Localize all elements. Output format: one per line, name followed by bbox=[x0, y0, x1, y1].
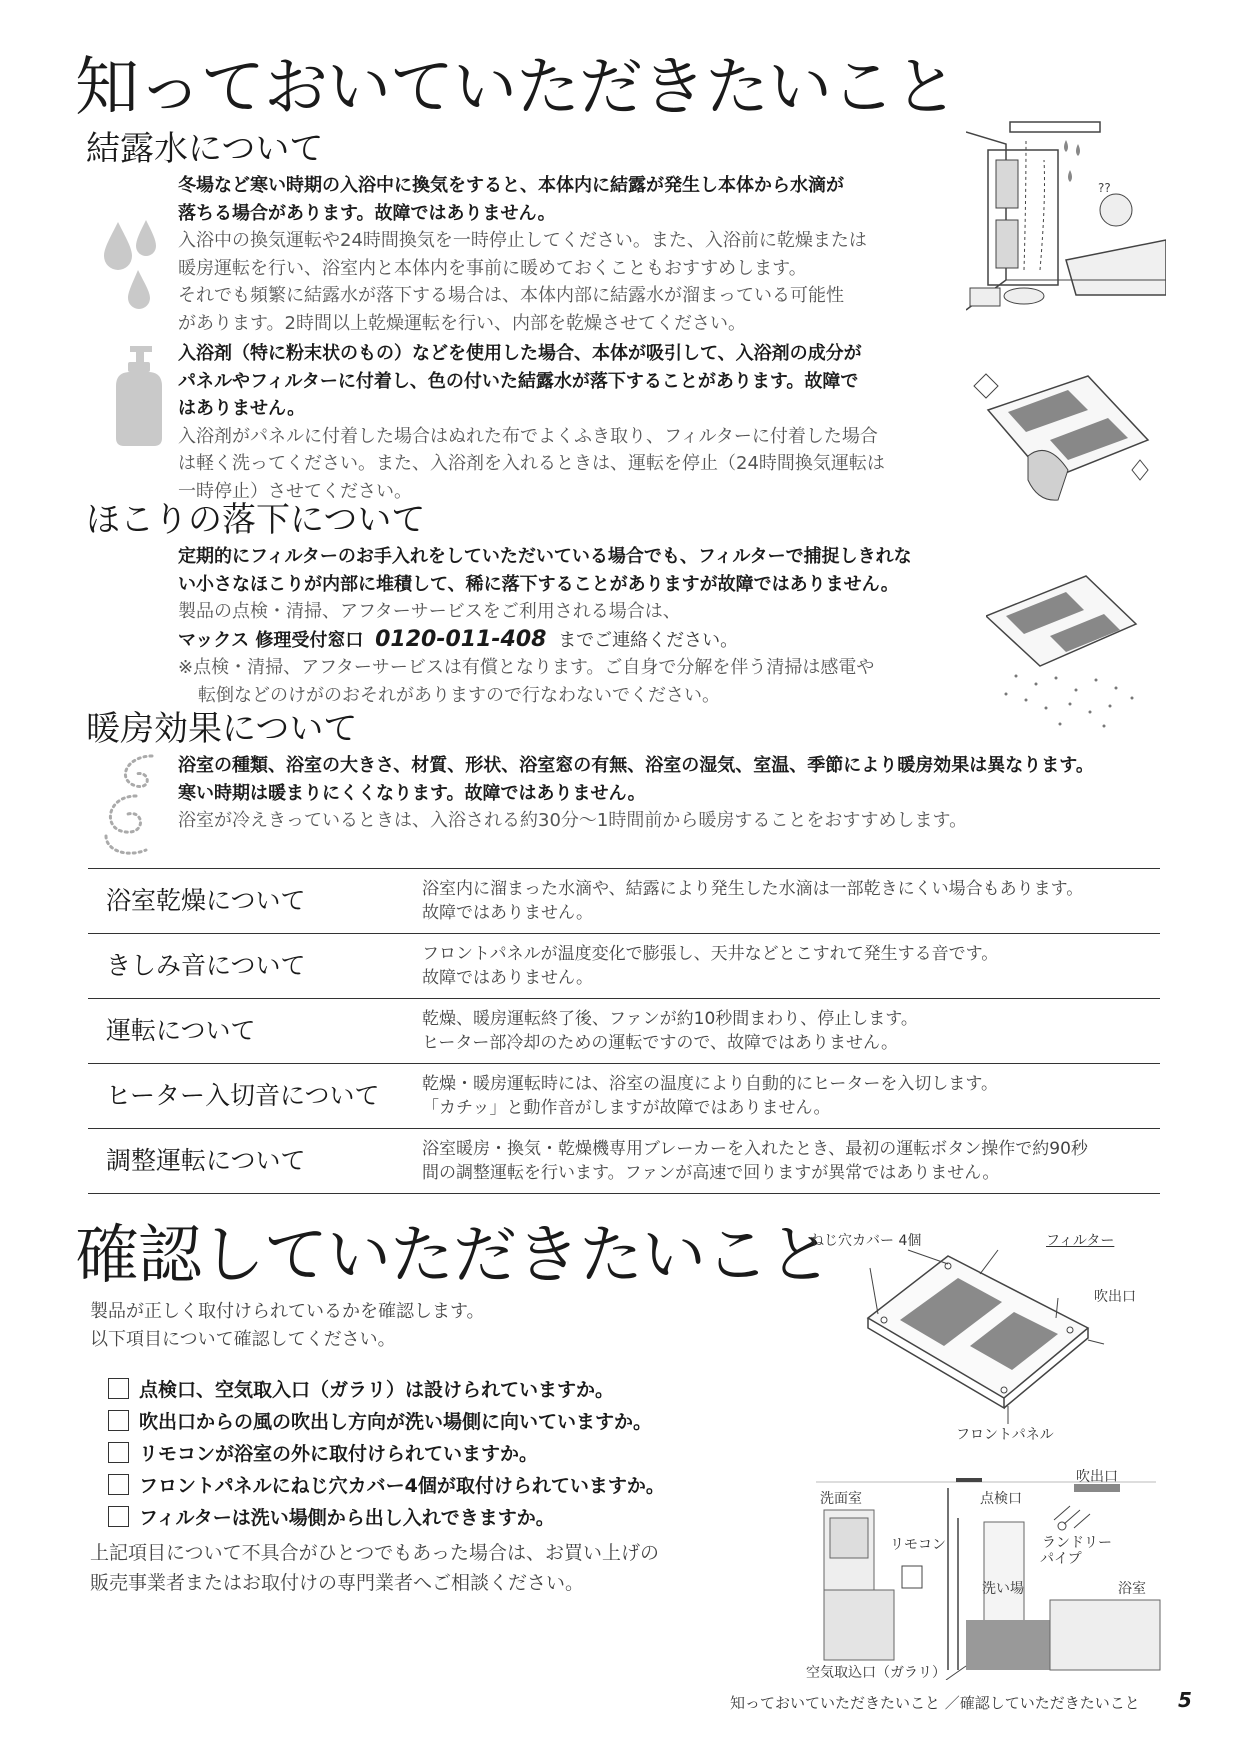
checkbox[interactable] bbox=[108, 1442, 129, 1463]
checklist-item[interactable]: 吹出口からの風の吹出し方向が洗い場側に向いていますか。 bbox=[108, 1404, 665, 1436]
row-description: 乾燥、暖房運転終了後、ファンが約10秒間まわり、停止します。 ヒーター部冷却のための運転ですので、故障ではありません。 bbox=[422, 1009, 918, 1053]
table-row bbox=[88, 869, 1160, 934]
water-drops-icon bbox=[100, 220, 160, 310]
dust-text: 定期的にフィルターのお手入れをしていただいている場合でも、フィルターで捕捉しきれな い小さなほこりが内部に堆積して、稀に落下することがありますが故障ではありません。 製品の点検・清掃、アフターサービスをご利用される場合は、 マックス 修理受付窓口 0120-011-408 までご連絡ください。 ※点検・清掃、アフターサービスは有償となります。ご自身で分解を伴う清掃は感電や 転倒などのけがのおそれがありますので行なわないでください。 bbox=[178, 546, 912, 706]
label-washing-area: 洗い場 bbox=[982, 1581, 1024, 1597]
contact-label: マックス 修理受付窓口 bbox=[178, 629, 364, 651]
room-installation-diagram bbox=[806, 1470, 1166, 1680]
row-label: 運転について bbox=[106, 1016, 256, 1045]
bath-additive-bottle-icon bbox=[108, 346, 168, 446]
table-row bbox=[88, 999, 1160, 1064]
label-laundry-pipe-1: ランドリー bbox=[1042, 1535, 1112, 1551]
footer-breadcrumb: 知っておいていただきたいこと ／確認していただきたいこと bbox=[730, 1694, 1140, 1712]
row-description: フロントパネルが温度変化で膨張し、天井などとこすれて発生する音です。 故障ではありません。 bbox=[422, 944, 999, 988]
section-title-check: 確認していただきたいこと bbox=[75, 1219, 831, 1293]
cleaning-panel-illustration bbox=[968, 370, 1158, 510]
heating-text: 浴室の種類、浴室の大きさ、材質、形状、浴室窓の有無、浴室の湿気、室温、季節により暖房効果は異なります。 寒い時期は暖まりにくくなります。故障ではありません。 浴室が冷えきっているときは、入浴される約30分～1時間前から暖房することをおすすめします。 bbox=[178, 755, 1094, 831]
checkbox[interactable] bbox=[108, 1410, 129, 1431]
row-description: 乾燥・暖房運転時には、浴室の温度により自動的にヒーターを入切します。 「カチッ」と動作音がしますが故障ではありません。 bbox=[422, 1074, 998, 1118]
page-number: 5 bbox=[1178, 1688, 1192, 1712]
row-label: きしみ音について bbox=[106, 951, 306, 980]
checklist bbox=[108, 1372, 665, 1532]
row-label: 浴室乾燥について bbox=[106, 886, 306, 915]
unit-diagram bbox=[808, 1228, 1148, 1448]
heading-heating: 暖房効果について bbox=[86, 709, 358, 749]
checklist-item[interactable]: フロントパネルにねじ穴カバー4個が取付けられていますか。 bbox=[108, 1468, 665, 1500]
checkbox[interactable] bbox=[108, 1506, 129, 1527]
label-bathroom: 浴室 bbox=[1118, 1581, 1146, 1597]
checkbox[interactable] bbox=[108, 1378, 129, 1399]
heading-condensation: 結露水について bbox=[86, 129, 324, 169]
check-intro: 製品が正しく取付けられているかを確認します。 以下項目について確認してください。 bbox=[90, 1301, 485, 1350]
svg-text:??: ?? bbox=[1098, 181, 1111, 195]
label-room-outlet: 吹出口 bbox=[1076, 1469, 1118, 1485]
label-laundry-pipe-2: パイプ bbox=[1040, 1551, 1082, 1567]
bathroom-condensation-illustration bbox=[966, 120, 1166, 315]
phone-number: 0120-011-408 bbox=[375, 626, 547, 652]
table-row bbox=[88, 1129, 1160, 1194]
label-front-panel: フロントパネル bbox=[956, 1427, 1054, 1443]
heading-dust: ほこりの落下について bbox=[86, 500, 426, 540]
bath-additive-text: 入浴剤（特に粉末状のもの）などを使用した場合、本体が吸引して、入浴剤の成分が パネルやフィルターに付着し、色の付いた結露水が落下することがあります。故障で はありません。 入浴剤がパネルに付着した場合はぬれた布でよくふき取り、フィルターに付着した場合 は軽く洗ってください。また、入浴剤を入れるときは、運転を停止（24時間換気運転は 一時停止）させてください。 bbox=[178, 343, 885, 502]
label-outlet: 吹出口 bbox=[1094, 1289, 1136, 1305]
page-title: 知っておいていただきたいこと bbox=[75, 51, 957, 125]
checklist-item[interactable]: 点検口、空気取入口（ガラリ）は設けられていますか。 bbox=[108, 1372, 665, 1404]
label-washroom: 洗面室 bbox=[820, 1491, 862, 1507]
row-label: ヒーター入切音について bbox=[106, 1081, 380, 1110]
warm-air-swirl-icon bbox=[96, 750, 166, 860]
contact-suffix: までご連絡ください。 bbox=[558, 629, 739, 651]
checkbox[interactable] bbox=[108, 1474, 129, 1495]
row-description: 浴室内に溜まった水滴や、結露により発生した水滴は一部乾きにくい場合もあります。 故障ではありません。 bbox=[422, 879, 1084, 923]
info-table bbox=[88, 868, 1160, 1194]
label-screw-cover: ねじ穴カバー 4個 bbox=[810, 1233, 922, 1249]
row-label: 調整運転について bbox=[106, 1146, 306, 1175]
condensation-text: 冬場など寒い時期の入浴中に換気をすると、本体内に結露が発生し本体から水滴が 落ちる場合があります。故障ではありません。 入浴中の換気運転や24時間換気を一時停止してください。また、入浴前に乾燥または 暖房運転を行い、浴室内と本体内を事前に暖めておくこともおすすめします。 それでも頻繁に結露水が落下する場合は、本体内部に結露水が溜まっている可能性 があります。2時間以上乾燥運転を行い、内部を乾燥させてください。 bbox=[178, 175, 867, 334]
label-inspection-port: 点検口 bbox=[980, 1491, 1022, 1507]
table-row bbox=[88, 934, 1160, 999]
dust-falling-illustration bbox=[986, 572, 1146, 732]
row-description: 浴室暖房・換気・乾燥機専用ブレーカーを入れたとき、最初の運転ボタン操作で約90秒 間の調整運転を行います。ファンが高速で回りますが異常ではありません。 bbox=[422, 1139, 1088, 1183]
label-filter: フィルター bbox=[1046, 1233, 1115, 1249]
label-remote: リモコン bbox=[890, 1537, 946, 1553]
checklist-item[interactable]: フィルターは洗い場側から出し入れできますか。 bbox=[108, 1500, 665, 1532]
check-footer-text: 上記項目について不具合がひとつでもあった場合は、お買い上げの 販売事業者またはお取付けの専門業者へご相談ください。 bbox=[90, 1542, 660, 1594]
table-row bbox=[88, 1064, 1160, 1129]
checklist-item[interactable]: リモコンが浴室の外に取付けられていますか。 bbox=[108, 1436, 665, 1468]
label-air-intake: 空気取込口（ガラリ） bbox=[806, 1665, 946, 1681]
